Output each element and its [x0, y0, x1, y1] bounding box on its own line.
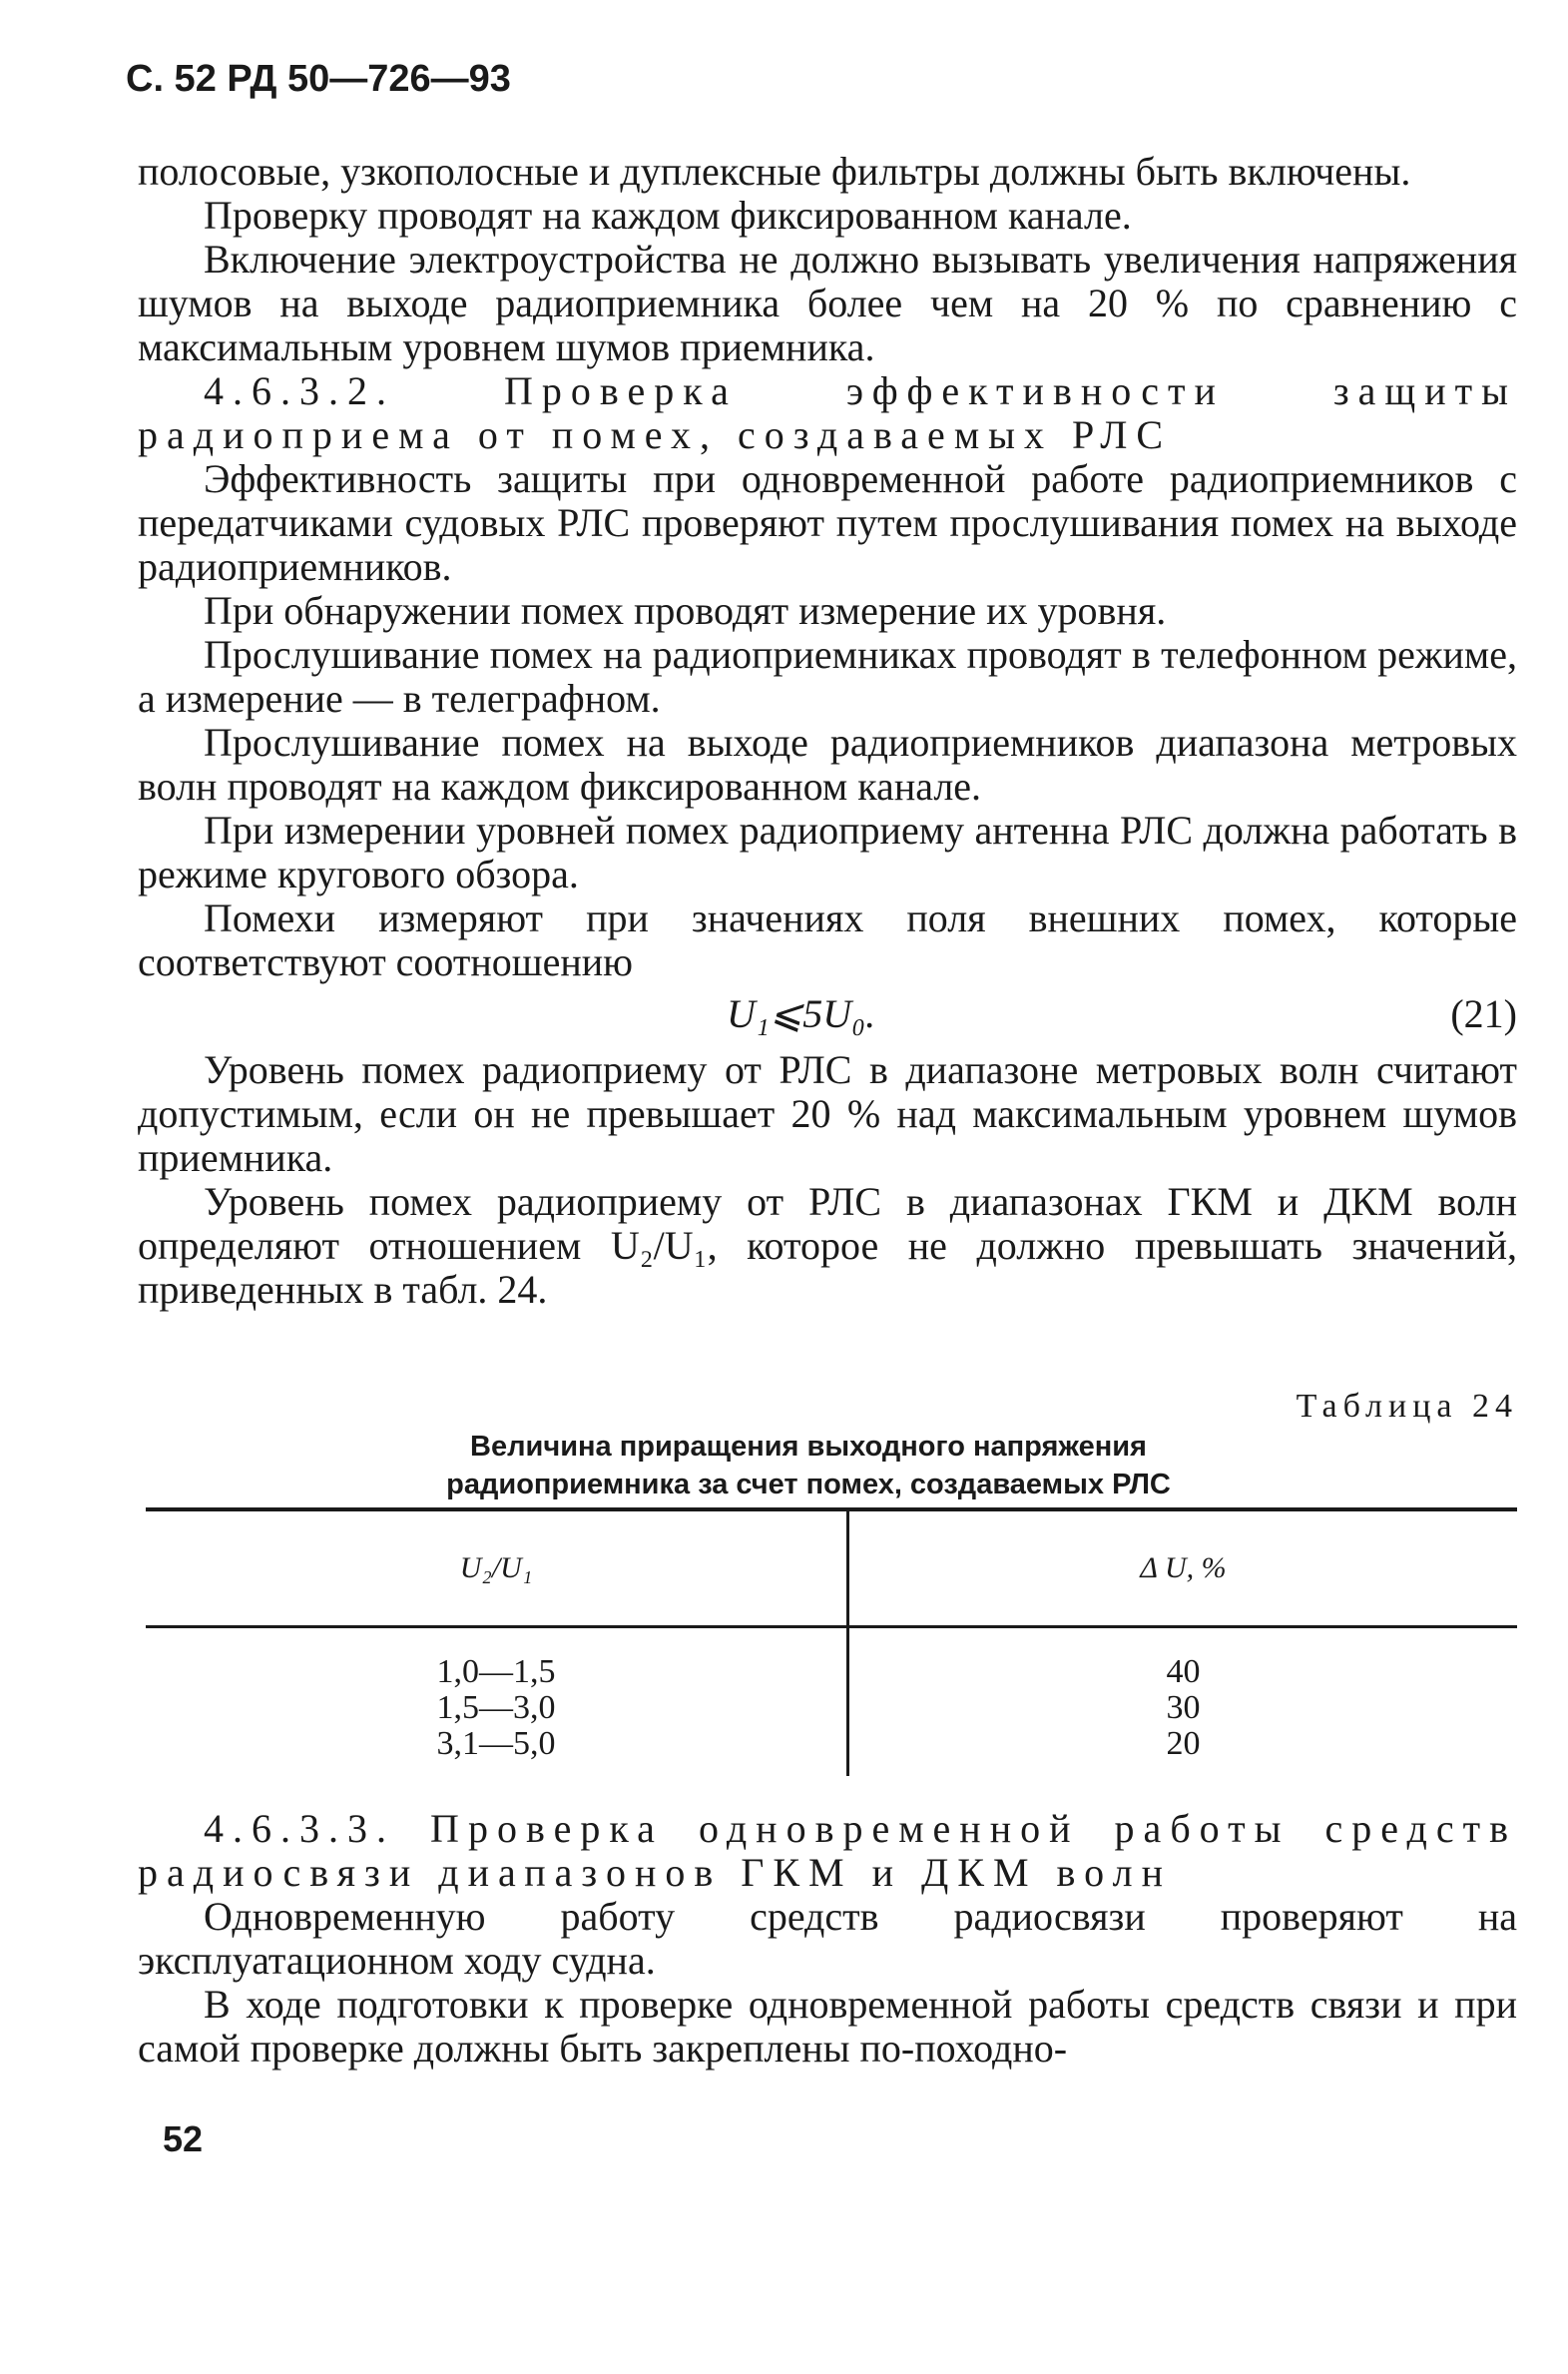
table-cell-delta: 20	[1166, 1725, 1201, 1762]
data-table	[146, 1507, 1517, 1776]
table-header-ratio: U₂/U₁	[146, 1509, 848, 1627]
paragraph: Уровень помех радиоприему от РЛС в диапазоне метровых волн считают допустимым, если он не превышает 20 % над максимальным уровнем шумов приемника.	[138, 1047, 1517, 1180]
table-cell-ratio: 1,0—1,5	[146, 1627, 848, 1691]
paragraph: Эффективность защиты при одновременной работе радиоприемников с передатчиками судовых РЛС проверяют путем прослушивания помех на выходе радиоприемников.	[138, 456, 1517, 589]
table-cell-ratio: 3,1—5,0	[146, 1726, 848, 1776]
page-header: С. 52 РД 50—726—93	[126, 58, 511, 100]
body-text-top	[138, 150, 1517, 1312]
table-header-delta-u: Δ U, %	[848, 1509, 1518, 1627]
table-cell-ratio: 1,5—3,0	[146, 1690, 848, 1726]
paragraph: При измерении уровней помех радиоприему антенна РЛС должна работать в режиме кругового обзора.	[138, 808, 1517, 896]
table-header-row	[146, 1509, 1517, 1627]
data-table-container	[146, 1507, 1517, 1776]
formula-row	[138, 988, 1517, 1044]
paragraph: В ходе подготовки к проверке одновременной работы средств связи и при самой проверке должны быть закреплены по-походно-	[138, 1982, 1517, 2071]
section-heading-4-6-3-2: 4.6.3.2. Проверка эффективности защиты радиоприема от помех, создаваемых РЛС	[138, 368, 1517, 457]
table-cell-delta: 30	[1166, 1689, 1201, 1726]
table-caption-line: радиоприемника за счет помех, создаваемых РЛС	[446, 1469, 1171, 1500]
paragraph: Включение электроустройства не должно вызывать увеличения напряжения шумов на выходе радиоприемника более чем на 20 % по сравнению с максимальным уровнем шумов приемника.	[138, 237, 1517, 369]
table-caption-line: Величина приращения выходного напряжения	[470, 1431, 1147, 1463]
formula-expression: U₁⩽5U₀.	[727, 991, 876, 1036]
paragraph: Уровень помех радиоприему от РЛС в диапазонах ГКМ и ДКМ волн определяют отношением U₂/U₁, которое не должно превышать значений, приведенных в табл. 24.	[138, 1179, 1517, 1312]
table-caption	[359, 1428, 1258, 1503]
section-heading-4-6-3-3: 4.6.3.3. Проверка одновременной работы средств радиосвязи диапазонов ГКМ и ДКМ волн	[138, 1806, 1517, 1895]
paragraph: Прослушивание помех на радиоприемниках проводят в телефонном режиме, а измерение — в телеграфном.	[138, 632, 1517, 721]
paragraph: При обнаружении помех проводят измерение их уровня.	[204, 588, 1167, 633]
table-label: Таблица 24	[1296, 1388, 1518, 1425]
table-cell-delta: 40	[1166, 1653, 1201, 1690]
paragraph: Прослушивание помех на выходе радиоприемников диапазона метровых волн проводят на каждом фиксированном канале.	[138, 720, 1517, 809]
table-row	[146, 1627, 1517, 1691]
paragraph: Одновременную работу средств радиосвязи проверяют на эксплуатационном ходу судна.	[138, 1894, 1517, 1983]
page-number: 52	[163, 2118, 204, 2159]
paragraph: Проверку проводят на каждом фиксированном канале.	[204, 193, 1132, 238]
formula-number: (21)	[1450, 991, 1517, 1036]
table-row	[146, 1726, 1517, 1776]
body-text-bottom	[138, 1807, 1517, 2071]
paragraph-continuation: полосовые, узкополосные и дуплексные фильтры должны быть включены.	[138, 149, 1411, 194]
paragraph: Помехи измеряют при значениях поля внешних помех, которые соответствуют соотношению	[138, 895, 1517, 984]
table-row	[146, 1690, 1517, 1726]
